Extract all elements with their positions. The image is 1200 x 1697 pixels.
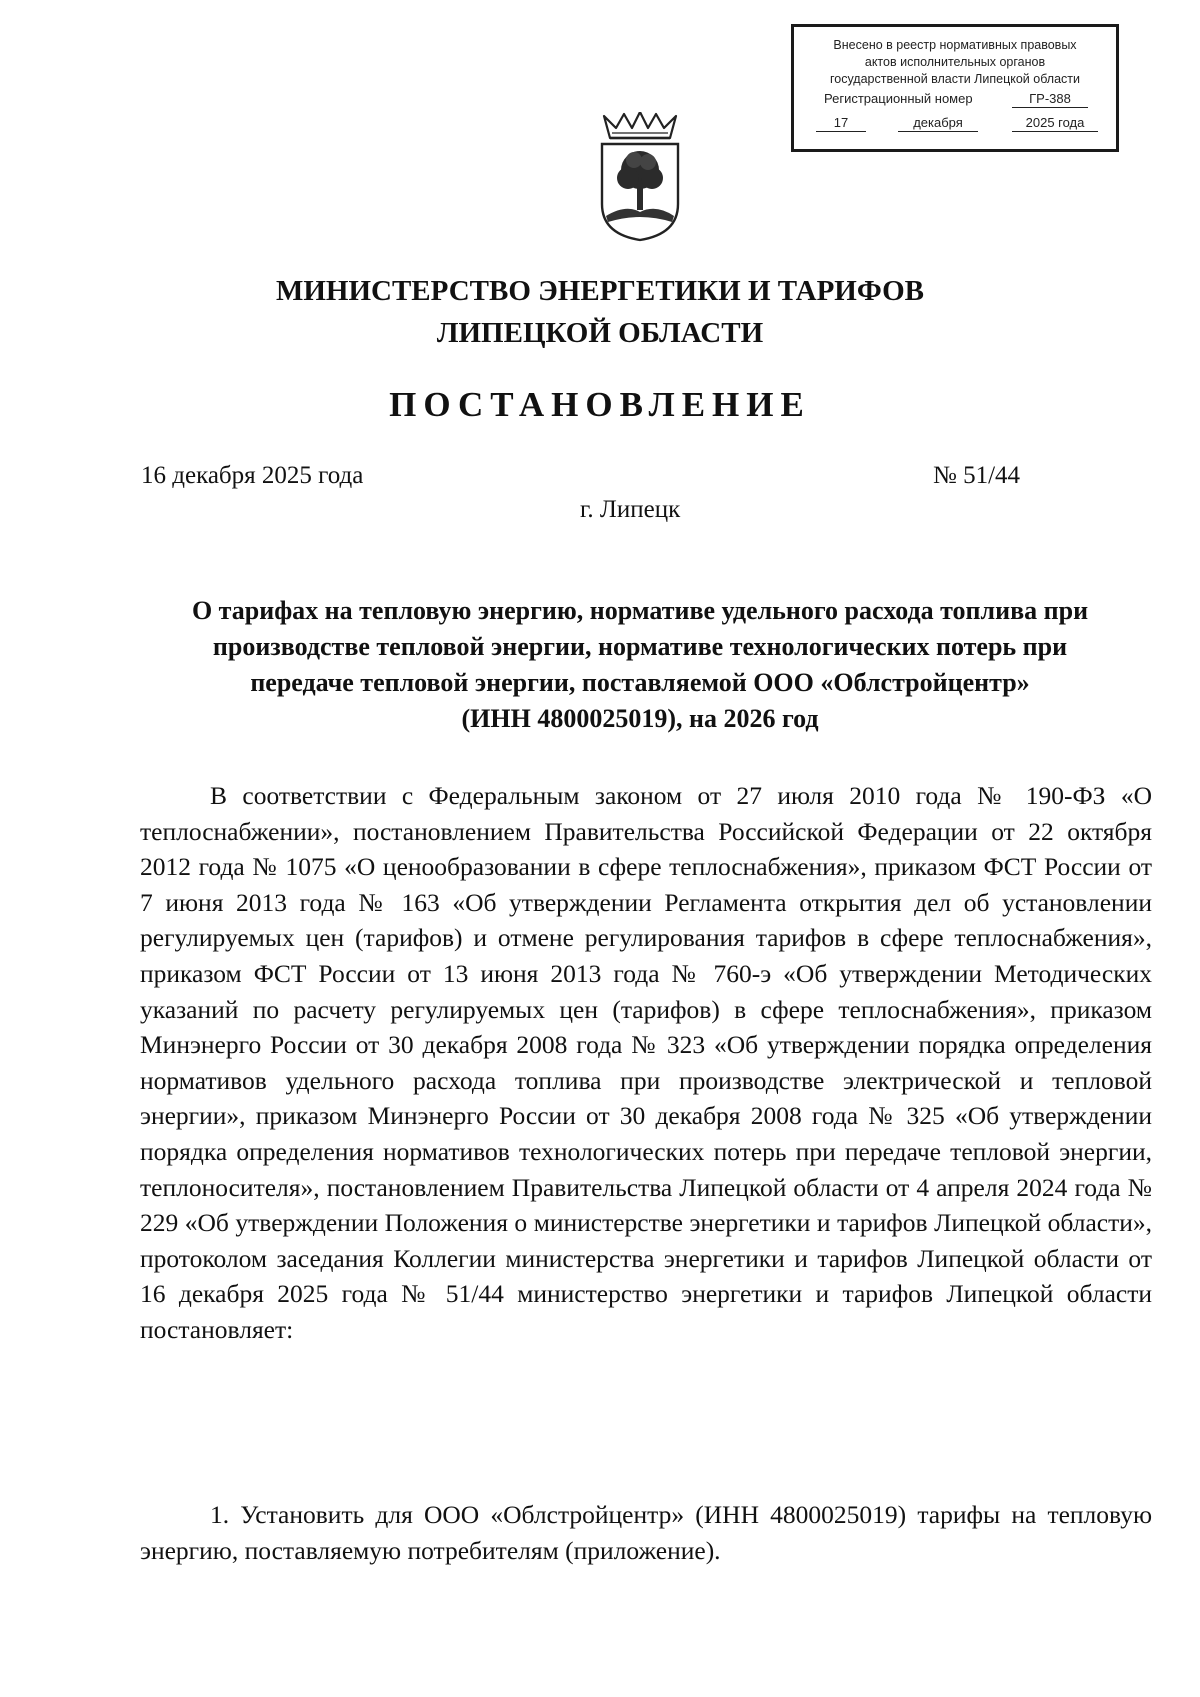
document-date: 16 декабря 2025 года: [141, 462, 364, 489]
subject-line-3: передаче тепловой энергии, поставляемой ООО «Облстройцентр»: [250, 668, 1030, 697]
stamp-reg-number: ГР-388: [1012, 91, 1088, 108]
stamp-line-3: государственной власти Липецкой области: [829, 72, 1081, 86]
ministry-name-line-1: МИНИСТЕРСТВО ЭНЕРГЕТИКИ И ТАРИФОВ: [275, 275, 925, 307]
stamp-line-1: Внесено в реестр нормативных правовых: [833, 38, 1077, 52]
stamp-day: 17: [816, 115, 866, 132]
subject-line-1: О тарифах на тепловую энергию, нормативе удельного расхода топлива при: [191, 596, 1089, 625]
document-city: г. Липецк: [580, 496, 681, 523]
document-number: № 51/44: [933, 462, 1021, 489]
subject-line-4: (ИНН 4800025019), на 2026 год: [461, 704, 819, 733]
stamp-reg-label: Регистрационный номер: [824, 91, 973, 106]
subject-line-2: производстве тепловой энергии, нормативе технологических потерь при: [212, 632, 1068, 661]
lipetsk-coat-of-arms-icon: [596, 112, 684, 242]
stamp-month: декабря: [898, 115, 978, 132]
ministry-name-line-2: ЛИПЕЦКОЙ ОБЛАСТИ: [436, 317, 764, 349]
document-subject: [120, 593, 1160, 737]
stamp-year: 2025 года: [1012, 115, 1098, 132]
resolution-item-1: 1. Установить для ООО «Облстройцентр» (ИНН 4800025019) тарифы на тепловую энергию, поставляемую потребителям (приложение).: [140, 1500, 1152, 1565]
stamp-line-2: актов исполнительных органов: [864, 55, 1046, 69]
document-type-title: ПОСТАНОВЛЕНИЕ: [389, 385, 811, 424]
registry-stamp: [791, 24, 1119, 152]
preamble-paragraph: В соответствии с Федеральным законом от 27 июля 2010 года № 190-ФЗ «О теплоснабжении», постановлением Правительства Российской Федерации от 22 октября 2012 года № 1075 «О ценообразовании в сфере теплоснабжения», приказом ФСТ России от 7 июня 2013 года № 163 «Об утверждении Регламента открытия дел об установлении регулируемых цен (тарифов) и отмене регулирования тарифов в сфере теплоснабжения», приказом ФСТ России от 13 июня 2013 года № 760-э «Об утверждении Методических указаний по расчету регулируемых цен (тарифов) в сфере теплоснабжения», приказом Минэнерго России от 30 декабря 2008 года № 323 «Об утверждении порядка определения нормативов удельного расхода топлива при производстве электрической и тепловой энергии», приказом Минэнерго России от 30 декабря 2008 года № 325 «Об утверждении порядка определения нормативов технологических потерь при передаче тепловой энергии, теплоносителя», постановлением Правительства Липецкой области от 4 апреля 2024 года № 229 «Об утверждении Положения о министерстве энергетики и тарифов Липецкой области», протоколом заседания Коллегии министерства энергетики и тарифов Липецкой области от 16 декабря 2025 года № 51/44 министерство энергетики и тарифов Липецкой области постановляет:: [140, 781, 1152, 1344]
